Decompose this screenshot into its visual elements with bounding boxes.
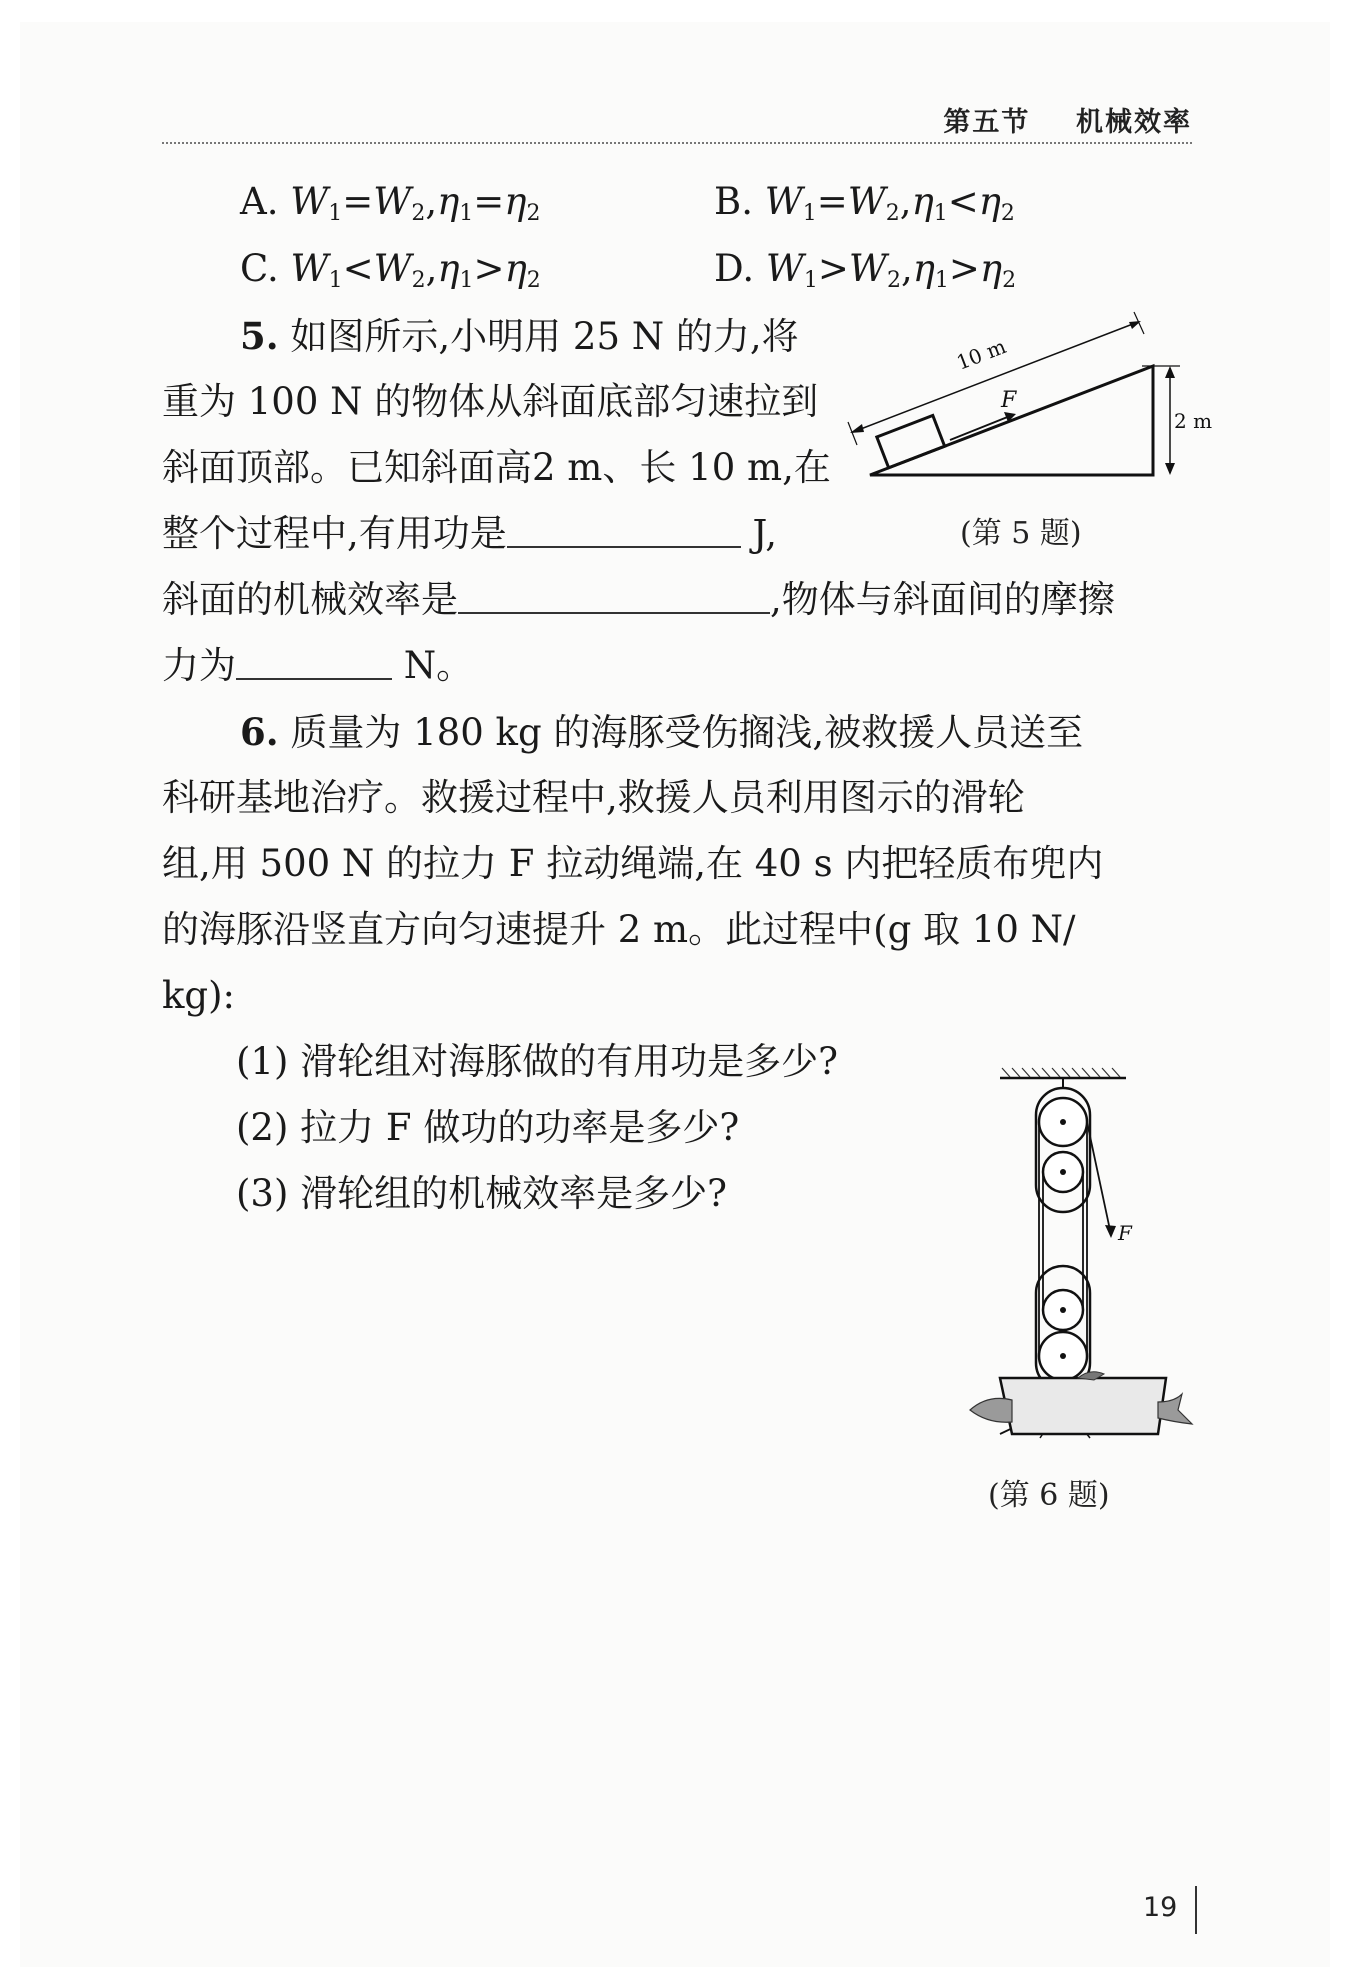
q6-sub-2: (2) 拉力 F 做功的功率是多少? <box>236 1106 740 1149</box>
option-b: B. $W_1=W_2,\eta_1<\eta_2$ <box>714 180 1015 226</box>
q5-number: 5. <box>240 314 279 358</box>
length-label: 10 m <box>953 334 1010 375</box>
force-arrow <box>950 416 1010 440</box>
q5-line-6: 力为 N。 <box>162 644 474 687</box>
pull-force-label: F <box>1118 1221 1132 1245</box>
figure-5-caption: (第 5 题) <box>960 516 1082 551</box>
q5-line-1: 5. 如图所示,小明用 25 N 的力,将 <box>240 314 799 358</box>
useful-work-blank[interactable] <box>507 512 741 548</box>
option-d: D. $W_1>W_2,\eta_1>\eta_2$ <box>714 247 1017 293</box>
option-c: C. $W_1<W_2,\eta_1>\eta_2$ <box>240 247 541 293</box>
q6-number: 6. <box>240 710 279 754</box>
q5-line-5: 斜面的机械效率是 ,物体与斜面间的摩擦 <box>162 578 1115 621</box>
force-label: F <box>1001 388 1017 413</box>
q6-line-3: 组,用 500 N 的拉力 F 拉动绳端,在 40 s 内把轻质布兜内 <box>162 842 1104 885</box>
q6-line-5: kg): <box>162 974 236 1017</box>
height-label: 2 m <box>1174 409 1213 433</box>
friction-blank[interactable] <box>236 644 392 680</box>
q5-line-3: 斜面顶部。已知斜面高2 m、长 10 m,在 <box>162 446 831 489</box>
q6-sub-3: (3) 滑轮组的机械效率是多少? <box>236 1172 728 1215</box>
q5-line-4: 整个过程中,有用功是 J, <box>162 512 777 555</box>
q5-line-2: 重为 100 N 的物体从斜面底部匀速拉到 <box>162 380 819 423</box>
incline-figure <box>840 310 1213 490</box>
page-number-divider <box>1195 1886 1197 1934</box>
block-on-incline <box>877 415 945 467</box>
pull-arrowhead <box>1105 1225 1116 1238</box>
page-header <box>162 96 1192 144</box>
dolphin-sling-figure <box>968 1372 1194 1444</box>
q6-line-2: 科研基地治疗。救援过程中,救援人员利用图示的滑轮 <box>162 776 1025 819</box>
q6-line-4: 的海豚沿竖直方向匀速提升 2 m。此过程中(g 取 10 N/ <box>162 908 1076 951</box>
q6-line-1: 6. 质量为 180 kg 的海豚受伤搁浅,被救援人员送至 <box>240 710 1084 754</box>
cloth-sling <box>1000 1378 1166 1434</box>
figure-6-caption: (第 6 题) <box>988 1478 1110 1513</box>
option-a: A. $W_1=W_2,\eta_1=\eta_2$ <box>240 180 541 226</box>
section-title: 第五节 机械效率 <box>943 107 1192 138</box>
page-number: 19 <box>1143 1892 1178 1923</box>
efficiency-blank[interactable] <box>458 578 770 614</box>
dolphin-head <box>970 1398 1012 1422</box>
q6-sub-1: (1) 滑轮组对海豚做的有用功是多少? <box>236 1040 839 1083</box>
